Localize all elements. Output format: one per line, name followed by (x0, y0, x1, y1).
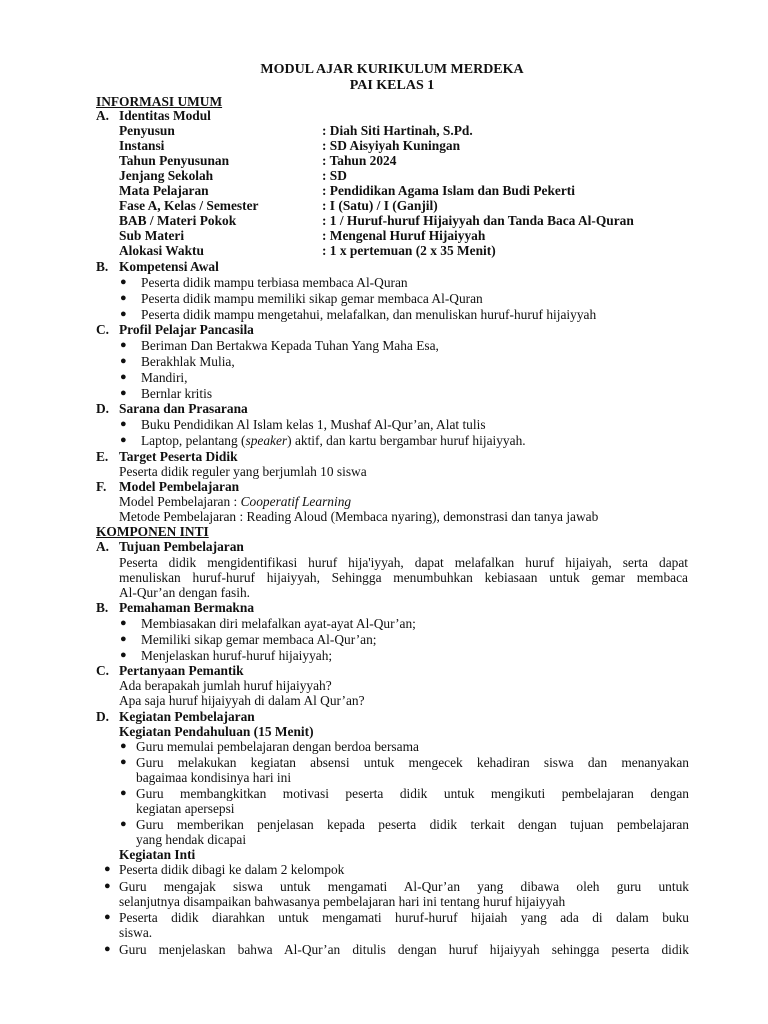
paragraph: Metode Pembelajaran : Reading Aloud (Membaca nyaring), demonstrasi dan tanya jawab (119, 509, 599, 524)
list-item (141, 433, 526, 448)
list-item: Guru memberikan penjelasan kepada peserta didik terkait dengan tujuan pembelajaran (136, 817, 689, 832)
subsection-heading-kompetensi: Kompetensi Awal (119, 259, 219, 274)
text-run: Model Pembelajaran : (119, 494, 241, 509)
list-item: Guru membangkitkan motivasi peserta didik untuk mengikuti pembelajaran dengan (136, 786, 689, 801)
bullet-icon: ● (120, 617, 127, 629)
bullet-icon: ● (120, 649, 127, 661)
text-run: Laptop, pelantang ( (141, 433, 246, 448)
item-letter: E. (96, 449, 109, 464)
list-item: Guru menjelaskan bahwa Al-Qur’an ditulis dengan huruf hijaiyyah sehingga peserta didik (119, 942, 689, 957)
bullet-icon: ● (120, 355, 127, 367)
subsection-heading-tujuan: Tujuan Pembelajaran (119, 539, 244, 554)
item-letter: D. (96, 401, 110, 416)
identity-value: : SD Aisyiyah Kuningan (322, 138, 461, 153)
section-heading-komponen-inti: KOMPONEN INTI (96, 524, 209, 539)
list-item-continuation: yang hendak dicapai (136, 832, 247, 847)
identity-value: : Mengenal Huruf Hijaiyyah (322, 228, 486, 243)
bullet-icon: ● (120, 740, 127, 752)
list-item: Peserta didik mampu terbiasa membaca Al-Quran (141, 275, 408, 290)
bullet-icon: ● (120, 418, 127, 430)
list-item: Buku Pendidikan Al Islam kelas 1, Mushaf Al-Qur’an, Alat tulis (141, 417, 486, 432)
paragraph-line: Al-Qur’an dengan fasih. (119, 585, 251, 600)
identity-value: : SD (322, 168, 347, 183)
list-item: Peserta didik mampu memiliki sikap gemar membaca Al-Quran (141, 291, 483, 306)
identity-label: Instansi (119, 138, 165, 153)
bullet-icon: ● (120, 756, 127, 768)
list-item-continuation: selanjutnya disampaikan bahwasanya pembelajaran hari ini tentang huruf hijaiyyah (119, 894, 566, 909)
subsection-heading-sarana: Sarana dan Prasarana (119, 401, 248, 416)
bullet-icon: ● (120, 292, 127, 304)
activity-heading-inti: Kegiatan Inti (119, 847, 196, 862)
item-letter: C. (96, 663, 110, 678)
list-item: Peserta didik diarahkan untuk mengamati huruf-huruf hijaiah yang ada di dalam buku (119, 910, 689, 925)
list-item: Memiliki sikap gemar membaca Al-Qur’an; (141, 632, 377, 647)
list-item: Guru mengajak siswa untuk mengamati Al-Qur’an yang dibawa oleh guru untuk (119, 879, 689, 894)
item-letter: C. (96, 322, 110, 337)
text-run: ) aktif, dan kartu bergambar huruf hijaiyyah. (287, 433, 526, 448)
subsection-heading-identitas: Identitas Modul (119, 108, 211, 123)
paragraph-line: menuliskan huruf-huruf hijaiyyah, Sehingga menumbuhkan kebiasaan untuk gemar membaca (119, 570, 688, 585)
bullet-icon: ● (104, 911, 111, 923)
list-item-continuation: bagaimaa kondisinya hari ini (136, 770, 292, 785)
list-item: Mandiri, (141, 370, 188, 385)
list-item-continuation: siswa. (119, 925, 153, 940)
bullet-icon: ● (120, 339, 127, 351)
subsection-heading-pemahaman: Pemahaman Bermakna (119, 600, 255, 615)
list-item: Peserta didik dibagi ke dalam 2 kelompok (119, 862, 345, 877)
item-letter: F. (96, 479, 107, 494)
identity-value: : I (Satu) / I (Ganjil) (322, 198, 438, 213)
subsection-heading-kegiatan: Kegiatan Pembelajaran (119, 709, 255, 724)
bullet-icon: ● (104, 943, 111, 955)
identity-value: : 1 x pertemuan (2 x 35 Menit) (322, 243, 496, 258)
identity-value: : Tahun 2024 (322, 153, 397, 168)
identity-label: Tahun Penyusunan (119, 153, 230, 168)
item-letter: A. (96, 539, 110, 554)
list-item: Beriman Dan Bertakwa Kepada Tuhan Yang Maha Esa, (141, 338, 439, 353)
paragraph-line: Apa saja huruf hijaiyyah di dalam Al Qur’an? (119, 693, 365, 708)
bullet-icon: ● (104, 880, 111, 892)
bullet-icon: ● (120, 371, 127, 383)
identity-label: Jenjang Sekolah (119, 168, 214, 183)
paragraph: Peserta didik reguler yang berjumlah 10 siswa (119, 464, 367, 479)
list-item: Menjelaskan huruf-huruf hijaiyyah; (141, 648, 333, 663)
list-item: Membiasakan diri melafalkan ayat-ayat Al-Qur’an; (141, 616, 416, 631)
bullet-icon: ● (120, 434, 127, 446)
list-item: Berakhlak Mulia, (141, 354, 235, 369)
identity-label: Mata Pelajaran (119, 183, 209, 198)
subsection-heading-model: Model Pembelajaran (119, 479, 240, 494)
paragraph-line: Peserta didik mengidentifikasi huruf hija'iyyah, dapat melafalkan huruf hijaiyah, serta dapat (119, 555, 688, 570)
activity-heading-pendahuluan: Kegiatan Pendahuluan (15 Menit) (119, 724, 314, 739)
item-letter: A. (96, 108, 110, 123)
paragraph (119, 494, 351, 509)
text-run-italic: speaker (245, 433, 288, 448)
list-item: Peserta didik mampu mengetahui, melafalkan, dan menuliskan huruf-huruf hijaiyyah (141, 307, 597, 322)
identity-value: : Pendidikan Agama Islam dan Budi Pekerti (322, 183, 575, 198)
list-item: Bernlar kritis (141, 386, 213, 401)
item-letter: B. (96, 259, 109, 274)
identity-label: BAB / Materi Pokok (119, 213, 237, 228)
identity-label: Penyusun (119, 123, 175, 138)
document-title: MODUL AJAR KURIKULUM MERDEKA (260, 62, 524, 77)
text-run-italic: Cooperatif Learning (240, 494, 352, 509)
bullet-icon: ● (120, 818, 127, 830)
document-subtitle: PAI KELAS 1 (349, 78, 435, 93)
identity-label: Alokasi Waktu (119, 243, 204, 258)
item-letter: B. (96, 600, 109, 615)
identity-value: : Diah Siti Hartinah, S.Pd. (322, 123, 473, 138)
identity-label: Sub Materi (119, 228, 185, 243)
list-item-continuation: kegiatan apersepsi (136, 801, 235, 816)
subsection-heading-pertanyaan: Pertanyaan Pemantik (119, 663, 244, 678)
identity-value: : 1 / Huruf-huruf Hijaiyyah dan Tanda Baca Al-Quran (322, 213, 634, 228)
bullet-icon: ● (120, 633, 127, 645)
identity-label: Fase A, Kelas / Semester (119, 198, 259, 213)
bullet-icon: ● (120, 308, 127, 320)
subsection-heading-profil: Profil Pelajar Pancasila (119, 322, 254, 337)
item-letter: D. (96, 709, 110, 724)
bullet-icon: ● (120, 276, 127, 288)
subsection-heading-target: Target Peserta Didik (119, 449, 238, 464)
bullet-icon: ● (120, 787, 127, 799)
section-heading-informasi-umum: INFORMASI UMUM (96, 94, 223, 109)
list-item: Guru memulai pembelajaran dengan berdoa bersama (136, 739, 419, 754)
bullet-icon: ● (104, 863, 111, 875)
bullet-icon: ● (120, 387, 127, 399)
paragraph-line: Ada berapakah jumlah huruf hijaiyyah? (119, 678, 332, 693)
list-item: Guru melakukan kegiatan absensi untuk mengecek kehadiran siswa dan menanyakan (136, 755, 689, 770)
